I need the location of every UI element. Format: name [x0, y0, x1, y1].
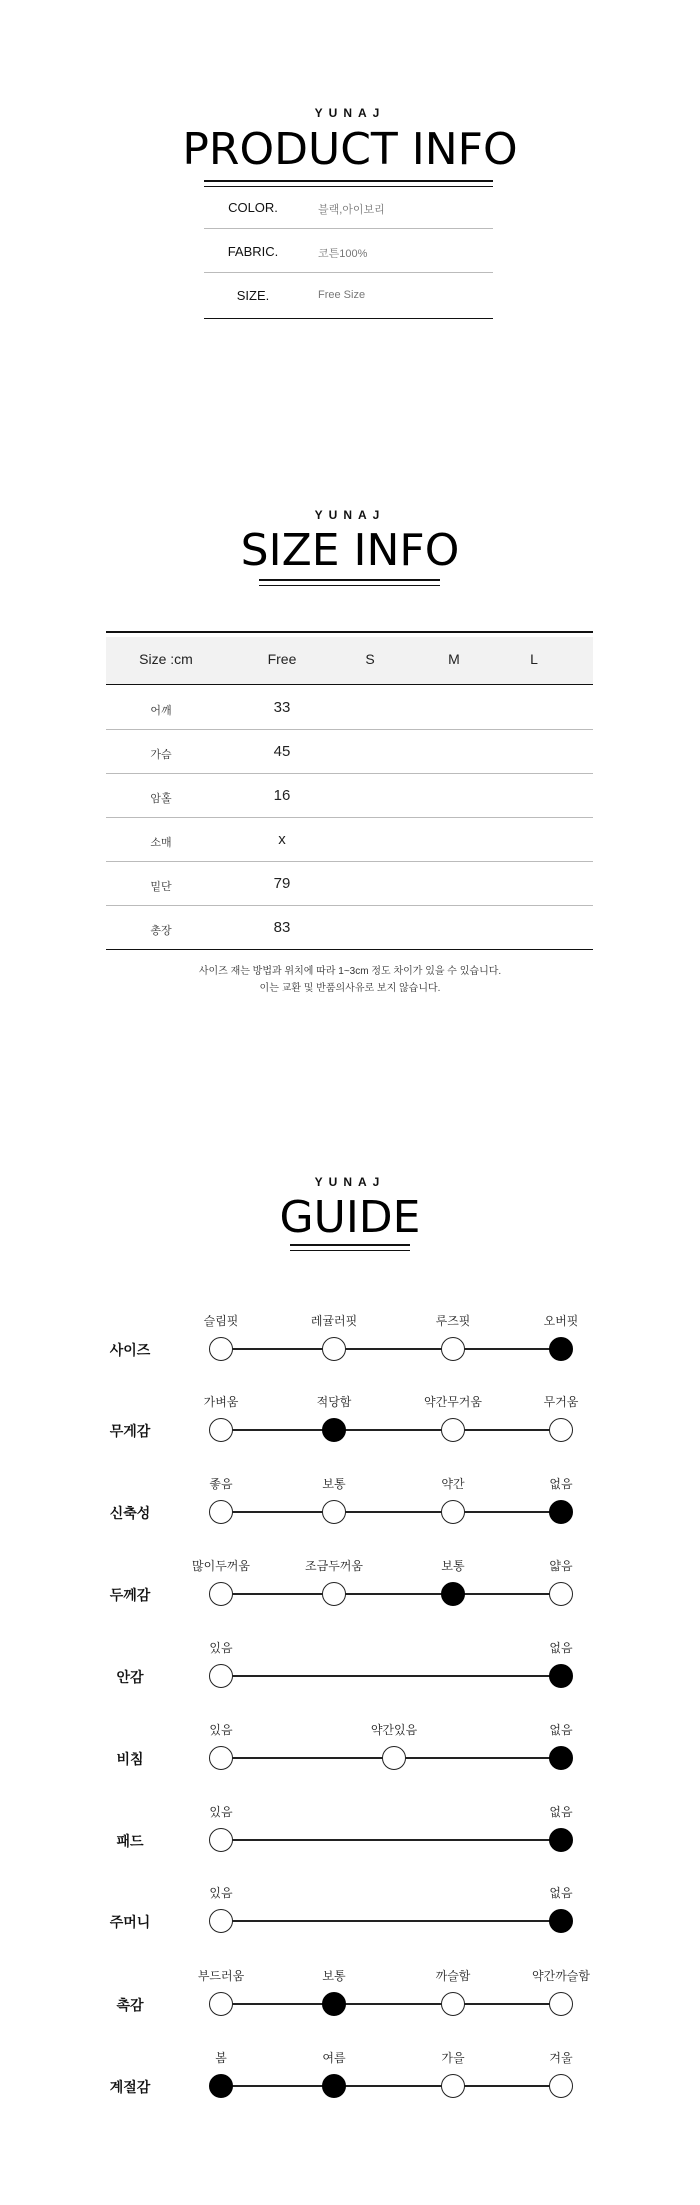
size-row-free: 33 [273, 699, 291, 716]
size-row-label: 암홀 [150, 793, 172, 805]
guide-category-label: 비침 [116, 1751, 144, 1767]
guide-dot [209, 1746, 233, 1770]
product-info-rule-bottom [204, 318, 493, 319]
guide-option-label: 있음 [209, 1886, 233, 1900]
guide-option-label: 약간무거움 [424, 1395, 482, 1409]
guide-scale-line [221, 1675, 561, 1677]
guide-option-label: 오버핏 [543, 1314, 579, 1328]
guide-option-label: 있음 [209, 1805, 233, 1819]
product-info-rule-top-thin [204, 186, 493, 187]
guide-selected-dot [549, 1909, 573, 1933]
guide-selected-dot [549, 1828, 573, 1852]
guide-option-label: 까슬함 [435, 1969, 471, 1983]
guide-scale-line [221, 2003, 561, 2005]
guide-option-label: 루즈핏 [435, 1314, 471, 1328]
size-row-free: 79 [273, 875, 291, 892]
guide-scale-line [221, 1511, 561, 1513]
size-row-free: x [278, 831, 286, 848]
product-info-value: 블랙,아이보리 [318, 204, 385, 216]
guide-scale-line [221, 1839, 561, 1841]
guide-option-label: 보통 [322, 1969, 346, 1983]
guide-option-label: 약간있음 [370, 1723, 418, 1737]
guide-dot [382, 1746, 406, 1770]
product-info-value: Free Size [318, 289, 366, 301]
guide-option-label: 좋음 [209, 1477, 233, 1491]
guide-dot [209, 1992, 233, 2016]
size-row-divider [106, 861, 593, 862]
size-table-rule-top [106, 631, 593, 633]
guide-scale-line [221, 1348, 561, 1350]
size-row-free: 16 [273, 787, 291, 804]
guide-option-label: 레귤러핏 [310, 1314, 358, 1328]
guide-category-label: 사이즈 [109, 1342, 151, 1358]
guide-dot [209, 1337, 233, 1361]
guide-scale-line [221, 1920, 561, 1922]
guide-selected-dot [549, 1664, 573, 1688]
guide-option-label: 없음 [549, 1723, 573, 1737]
size-row-label: 총장 [150, 925, 172, 937]
guide-dot [322, 1337, 346, 1361]
guide-dot [441, 1337, 465, 1361]
size-note-line2: 이는 교환 및 반품의사유로 보지 않습니다. [259, 983, 441, 994]
size-row-label: 어깨 [150, 705, 172, 717]
product-info-title: PRODUCT INFO [182, 124, 518, 175]
guide-option-label: 조금두꺼움 [305, 1559, 363, 1573]
guide-dot [441, 1992, 465, 2016]
guide-option-label: 있음 [209, 1723, 233, 1737]
guide-option-label: 많이두꺼움 [192, 1559, 250, 1573]
guide-category-label: 계절감 [109, 2079, 151, 2095]
guide-option-label: 없음 [549, 1477, 573, 1491]
product-info-label: FABRIC. [227, 244, 279, 259]
guide-dot [209, 1909, 233, 1933]
guide-option-label: 봄 [215, 2051, 227, 2065]
guide-title-rule-thin [290, 1250, 410, 1251]
size-table-rule-bottom [106, 949, 593, 950]
size-row-divider [106, 905, 593, 906]
guide-dot [549, 1582, 573, 1606]
guide-category-label: 주머니 [109, 1914, 151, 1930]
size-row-label: 가슴 [150, 749, 172, 761]
guide-option-label: 있음 [209, 1641, 233, 1655]
guide-dot [209, 1828, 233, 1852]
size-info-brand: YUNAJ [314, 508, 386, 522]
guide-dot [322, 1582, 346, 1606]
guide-category-label: 두께감 [109, 1587, 151, 1603]
guide-title: GUIDE [279, 1192, 421, 1243]
guide-category-label: 신축성 [109, 1505, 151, 1521]
size-header-unit: Size :cm [139, 651, 193, 667]
product-info-rule-top [204, 180, 493, 182]
guide-selected-dot [322, 1418, 346, 1442]
guide-option-label: 보통 [322, 1477, 346, 1491]
product-info-brand: YUNAJ [314, 106, 386, 120]
guide-brand: YUNAJ [314, 1175, 386, 1189]
guide-option-label: 가벼움 [203, 1395, 239, 1409]
guide-dot [549, 2074, 573, 2098]
size-row-free: 45 [273, 743, 291, 760]
size-row-free: 83 [273, 919, 291, 936]
guide-option-label: 없음 [549, 1805, 573, 1819]
guide-dot [549, 1992, 573, 2016]
guide-dot [209, 1582, 233, 1606]
guide-selected-dot [322, 1992, 346, 2016]
size-info-title-rule-thin [259, 585, 440, 586]
product-info-divider [204, 272, 493, 273]
guide-option-label: 약간 [441, 1477, 465, 1491]
size-header-m: M [448, 651, 460, 667]
guide-selected-dot [441, 1582, 465, 1606]
guide-category-label: 안감 [116, 1669, 144, 1685]
size-row-label: 밑단 [150, 881, 172, 893]
guide-option-label: 무거움 [543, 1395, 579, 1409]
size-row-divider [106, 729, 593, 730]
product-info-label: COLOR. [228, 200, 278, 215]
guide-category-label: 촉감 [116, 1997, 144, 2013]
guide-option-label: 없음 [549, 1641, 573, 1655]
guide-option-label: 가을 [441, 2051, 465, 2065]
guide-scale-line [221, 1429, 561, 1431]
guide-option-label: 슬림핏 [203, 1314, 239, 1328]
guide-option-label: 여름 [322, 2051, 346, 2065]
size-note-line1: 사이즈 재는 방법과 위치에 따라 1~3cm 정도 차이가 있을 수 있습니다. [198, 966, 502, 977]
guide-dot [441, 1500, 465, 1524]
guide-selected-dot [209, 2074, 233, 2098]
size-table-header-rule [106, 684, 593, 685]
guide-dot [322, 1500, 346, 1524]
guide-dot [549, 1418, 573, 1442]
guide-title-rule [290, 1244, 410, 1246]
size-row-divider [106, 773, 593, 774]
guide-scale-line [221, 1593, 561, 1595]
product-info-label: SIZE. [236, 288, 270, 303]
guide-dot [441, 2074, 465, 2098]
guide-option-label: 보통 [441, 1559, 465, 1573]
guide-option-label: 없음 [549, 1886, 573, 1900]
guide-option-label: 적당함 [316, 1395, 352, 1409]
guide-option-label: 얇음 [549, 1559, 573, 1573]
guide-selected-dot [549, 1500, 573, 1524]
guide-dot [209, 1664, 233, 1688]
guide-selected-dot [549, 1337, 573, 1361]
guide-category-label: 패드 [116, 1833, 144, 1849]
guide-option-label: 겨울 [549, 2051, 573, 2065]
size-info-title-rule [259, 579, 440, 581]
guide-dot [209, 1500, 233, 1524]
guide-selected-dot [549, 1746, 573, 1770]
product-info-value: 코튼100% [318, 248, 368, 260]
guide-scale-line [221, 2085, 561, 2087]
product-info-divider [204, 228, 493, 229]
guide-dot [209, 1418, 233, 1442]
guide-dot [441, 1418, 465, 1442]
size-row-divider [106, 817, 593, 818]
size-header-s: S [365, 651, 375, 667]
size-header-l: L [530, 651, 538, 667]
guide-option-label: 약간까슬함 [532, 1969, 590, 1983]
size-header-free: Free [267, 651, 297, 667]
guide-option-label: 부드러움 [197, 1969, 245, 1983]
size-info-title: SIZE INFO [240, 525, 460, 576]
size-row-label: 소매 [150, 837, 172, 849]
guide-category-label: 무게감 [109, 1423, 151, 1439]
guide-selected-dot [322, 2074, 346, 2098]
